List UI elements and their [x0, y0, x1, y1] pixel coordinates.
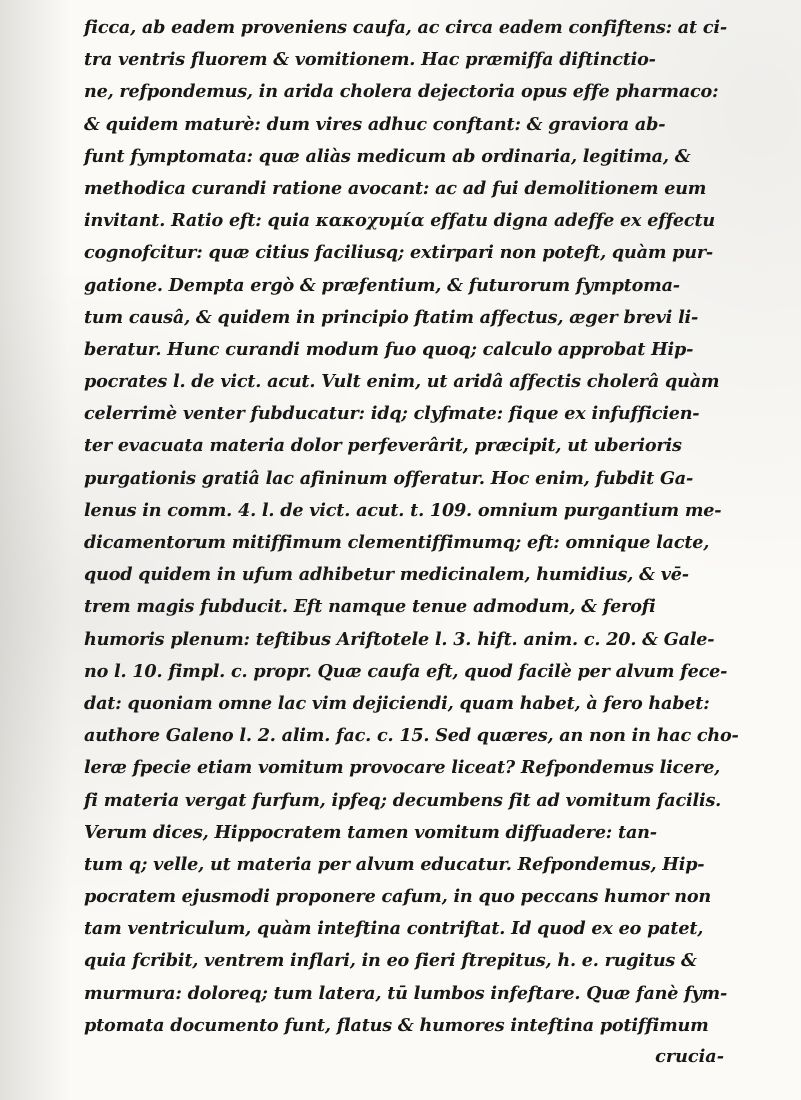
text-line: methodica curandi ratione avocant: ac ad fui demolitionem eum [84, 177, 707, 199]
text-line: Verum dices, Hippocratem tamen vomitum diffuadere: tan- [84, 821, 657, 843]
text-line: lenus in comm. 4. l. de vict. acut. t. 109. omnium purgantium me- [84, 499, 722, 521]
catchword: crucia- [655, 1046, 724, 1067]
text-line: tum causâ, & quidem in principio ftatim affectus, æger brevi li- [84, 306, 699, 328]
text-line: fi materia vergat furfum, ipfeq; decumbens fit ad vomitum facilis. [84, 789, 722, 811]
text-line: tra ventris fluorem & vomitionem. Hac præmiffa diftinctio- [84, 49, 656, 71]
text-line: ptomata documento funt, flatus & humores inteftina potiffimum [84, 1014, 709, 1036]
text-line: ficca, ab eadem proveniens caufa, ac circa eadem confiftens: at ci- [84, 17, 727, 38]
text-line: funt fymptomata: quæ aliàs medicum ab ordinaria, legitima, & [84, 145, 691, 167]
text-line: celerrimè venter fubducatur: idq; clyfmate: fique ex infufficien- [84, 403, 700, 425]
text-line: purgationis gratiâ lac afininum offeratur. Hoc enim, fubdit Ga- [84, 467, 694, 489]
text-line: tam ventriculum, quàm inteftina contriftat. Id quod ex eo patet, [84, 918, 704, 940]
text-line: quia fcribit, ventrem inflari, in eo fieri ftrepitus, h. e. rugitus & [84, 950, 697, 972]
text-line: humoris plenum: teftibus Ariftotele l. 3. hift. anim. c. 20. & Gale- [84, 628, 715, 650]
text-line: trem magis fubducit. Eft namque tenue admodum, & ferofi [84, 596, 656, 618]
text-line: pocrates l. de vict. acut. Vult enim, ut aridâ affectis cholerâ quàm [84, 371, 720, 393]
text-line: ter evacuata materia dolor perfeverârit, præcipit, ut uberioris [84, 435, 682, 457]
latin-text-block [84, 12, 784, 1072]
page-gutter-shadow [0, 0, 70, 1100]
text-line: cognofcitur: quæ citius faciliusq; extirpari non poteft, quàm pur- [84, 242, 714, 264]
text-line: tum q; velle, ut materia per alvum educatur. Refpondemus, Hip- [84, 853, 705, 875]
text-line: pocratem ejusmodi proponere cafum, in quo peccans humor non [84, 886, 711, 908]
text-line: ne, refpondemus, in arida cholera dejectoria opus effe pharmaco: [84, 81, 719, 103]
text-line: no l. 10. fimpl. c. propr. Quæ caufa eft, quod facilè per alvum fece- [84, 660, 728, 682]
text-line: authore Galeno l. 2. alim. fac. c. 15. Sed quæres, an non in hac cho- [84, 725, 739, 747]
text-line: & quidem maturè: dum vires adhuc conftant: & graviora ab- [84, 113, 666, 135]
text-line: dat: quoniam omne lac vim dejiciendi, quam habet, à fero habet: [84, 692, 710, 714]
text-line: leræ fpecie etiam vomitum provocare liceat? Refpondemus licere, [84, 757, 721, 779]
text-line: dicamentorum mitiffimum clementiffimumq; eft: omnique lacte, [84, 532, 710, 553]
text-line: murmura: doloreq; tum latera, tū lumbos infeftare. Quæ fanè fym- [84, 982, 728, 1004]
text-line: gatione. Dempta ergò & præfentium, & futurorum fymptoma- [84, 274, 680, 296]
text-line: beratur. Hunc curandi modum fuo quoq; calculo approbat Hip- [84, 338, 694, 360]
text-line: invitant. Ratio eft: quia κακοχυμία effatu digna adeffe ex effectu [84, 210, 715, 232]
text-line: quod quidem in ufum adhibetur medicinalem, humidius, & vē- [84, 564, 689, 586]
